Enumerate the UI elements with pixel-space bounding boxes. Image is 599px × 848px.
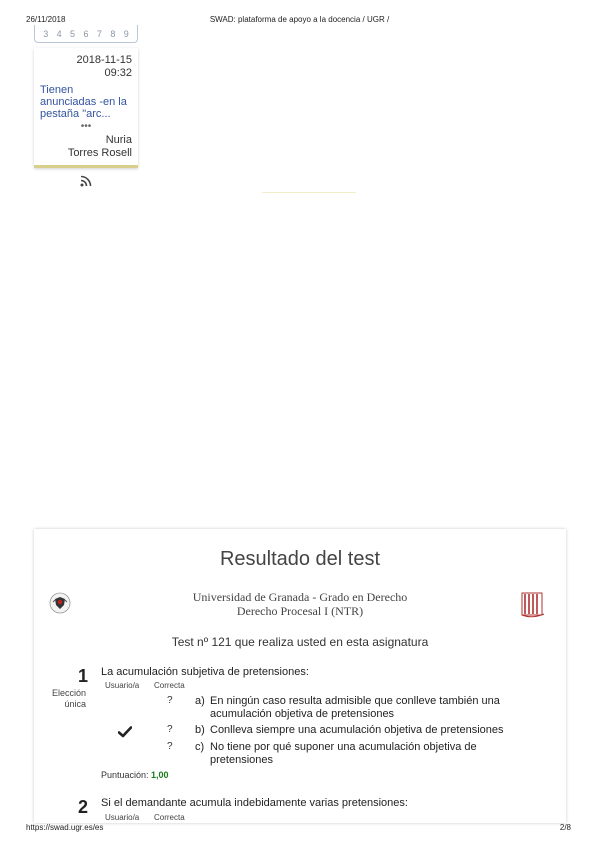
notice-author-last: Torres Rosell <box>67 147 132 159</box>
calendar-day[interactable]: 3 <box>43 28 49 39</box>
faculty-logo-icon <box>518 590 548 620</box>
correct-answer-mark: ? <box>167 741 173 752</box>
option-text <box>210 695 530 721</box>
print-page-number: 2/8 <box>559 823 571 832</box>
score-value: 1,00 <box>151 770 169 780</box>
calendar-day[interactable]: 8 <box>110 28 116 39</box>
option-text-line: Conlleva siempre una acumulación objetiva de pretensiones <box>210 724 504 736</box>
notice-text-line: pestaña "arc... <box>40 108 111 120</box>
institution-block <box>34 590 566 618</box>
checkmark-icon <box>118 726 132 738</box>
calendar-day[interactable]: 5 <box>70 28 76 39</box>
print-date: 26/11/2018 <box>26 15 66 24</box>
option-letter: a) <box>195 695 205 707</box>
question-number: 2 <box>77 797 88 817</box>
institution-name: Universidad de Granada - Grado en Derecho <box>192 590 408 604</box>
notice-card[interactable] <box>34 48 138 168</box>
question-type-line: Elección <box>51 688 86 698</box>
option-text-line: pretensiones <box>210 754 273 766</box>
option-letter: c) <box>195 741 205 753</box>
notice-author-first: Nuria <box>105 134 132 146</box>
course-name: Derecho Procesal I (NTR) <box>236 604 364 618</box>
divider <box>262 192 356 193</box>
notice-text[interactable] <box>40 84 132 120</box>
test-result-card <box>34 529 566 823</box>
question-type-line: única <box>64 699 86 709</box>
question-stem: Si el demandante acumula indebidamente varias pretensiones: <box>101 797 408 809</box>
question-number: 1 <box>77 666 88 686</box>
notice-text-line: anunciadas -en la <box>40 96 127 108</box>
score-label: Puntuación: <box>101 770 152 780</box>
calendar-day[interactable]: 9 <box>123 28 129 39</box>
notice-time: 09:32 <box>104 67 132 79</box>
notice-text-line: Tienen <box>40 84 74 96</box>
calendar-day[interactable]: 6 <box>83 28 89 39</box>
print-url: https://swad.ugr.es/es <box>26 823 104 832</box>
option-letter: b) <box>195 724 205 736</box>
option-text <box>210 724 530 737</box>
notice-more[interactable]: ••• <box>80 121 92 132</box>
test-number-line: Test nº 121 que realiza usted en esta asignatura <box>171 635 429 649</box>
option-text-line: No tiene por qué suponer una acumulación objetiva de <box>210 741 477 753</box>
option-text <box>210 741 530 767</box>
mini-calendar-days <box>34 25 138 43</box>
calendar-day[interactable]: 4 <box>56 28 62 39</box>
correct-answer-mark: ? <box>167 695 173 706</box>
option-text-line: En ningún caso resulta admisible que conlleve también una <box>210 695 500 707</box>
column-header-user: Usuario/a <box>105 813 140 822</box>
question-type <box>34 688 86 710</box>
column-header-user: Usuario/a <box>105 681 140 690</box>
column-header-correct: Correcta <box>154 813 185 822</box>
notice-date: 2018-11-15 <box>76 54 132 66</box>
question-score <box>101 770 169 780</box>
rss-icon[interactable] <box>80 175 92 187</box>
calendar-day[interactable]: 7 <box>96 28 102 39</box>
column-header-correct: Correcta <box>154 681 185 690</box>
correct-answer-mark: ? <box>167 724 173 735</box>
option-text-line: acumulación objetiva de pretensiones <box>210 708 395 720</box>
result-title: Resultado del test <box>219 548 381 570</box>
print-title: SWAD: plataforma de apoyo a la docencia / UGR / <box>209 15 390 24</box>
question-stem: La acumulación subjetiva de pretensiones: <box>101 666 309 678</box>
